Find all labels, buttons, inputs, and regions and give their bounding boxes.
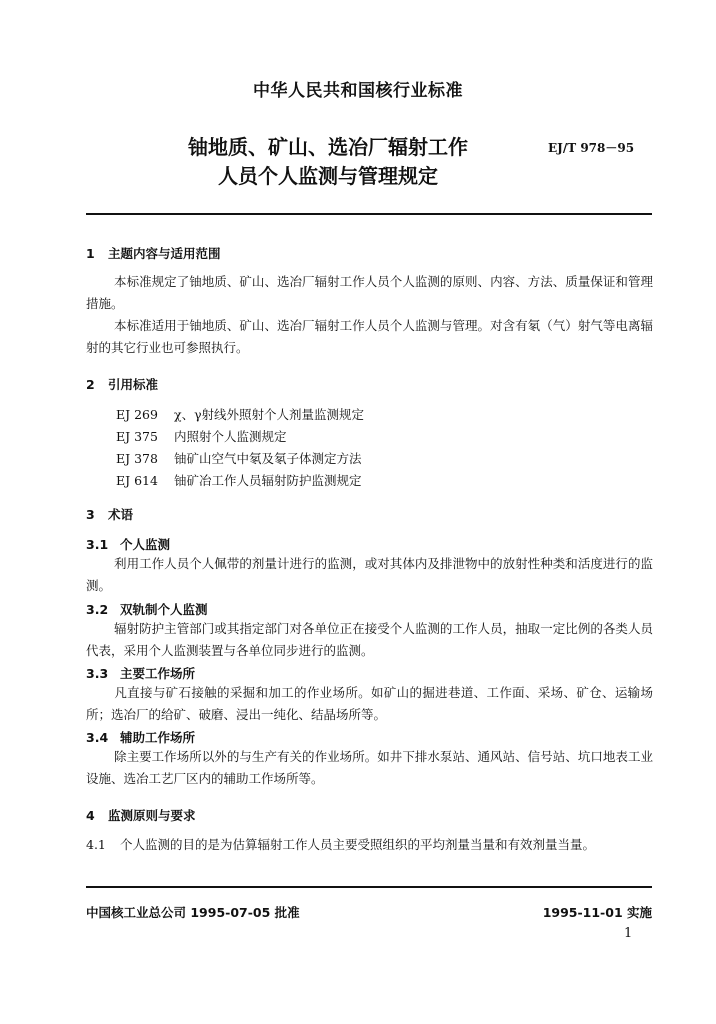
approval-statement: 中国核工业总公司 1995-07-05 批准 <box>86 905 300 920</box>
reference-title: 铀矿山空气中氡及氡子体测定方法 <box>174 451 362 466</box>
term-definition-text: 利用工作人员个人佩带的剂量计进行的监测，或对其体内及排泄物中的放射性种类和活度进行的监测。 <box>86 556 653 593</box>
section-1-number: 1 <box>86 246 95 261</box>
clause-number: 4.1 <box>86 837 106 852</box>
section-4-number: 4 <box>86 808 95 823</box>
reference-item <box>116 427 287 445</box>
term-number: 3.3 <box>86 666 109 681</box>
section-1-heading <box>86 244 221 262</box>
organization-header: 中华人民共和国核行业标准 <box>253 81 463 101</box>
reference-code: EJ 614 <box>116 473 158 488</box>
standard-code: EJ/T 978－95 <box>548 141 635 155</box>
reference-item <box>116 449 362 467</box>
effective-date: 1995-11-01 实施 <box>542 905 652 920</box>
reference-title: 铀矿冶工作人员辐射防护监测规定 <box>174 473 362 488</box>
term-3-1-heading <box>86 535 170 553</box>
term-3-2-definition <box>86 618 653 662</box>
reference-code: EJ 378 <box>116 451 158 466</box>
term-3-3-heading <box>86 664 195 682</box>
page-number: 1 <box>624 926 633 941</box>
term-title: 主要工作场所 <box>120 666 196 681</box>
footer-divider <box>86 886 652 888</box>
section-1-paragraph-2-text: 本标准适用于铀地质、矿山、选冶厂辐射工作人员个人监测与管理。对含有氡（气）射气等电离辐射的其它行业也可参照执行。 <box>86 318 653 355</box>
term-3-4-definition <box>86 746 653 790</box>
section-1-paragraph-2 <box>86 315 653 359</box>
term-title: 辅助工作场所 <box>120 730 196 745</box>
term-3-2-heading <box>86 600 208 618</box>
section-1-title: 主题内容与适用范围 <box>108 246 221 261</box>
section-3-heading <box>86 505 133 523</box>
clause-text: 个人监测的目的是为估算辐射工作人员主要受照组织的平均剂量当量和有效剂量当量。 <box>120 837 596 852</box>
term-title: 双轨制个人监测 <box>120 602 208 617</box>
term-number: 3.4 <box>86 730 109 745</box>
document-title-line-2: 人员个人监测与管理规定 <box>218 164 438 188</box>
term-definition-text: 凡直接与矿石接触的采掘和加工的作业场所。如矿山的掘进巷道、工作面、采场、矿仓、运输场所；选冶厂的给矿、破磨、浸出一纯化、结晶场所等。 <box>86 685 653 722</box>
section-3-number: 3 <box>86 507 95 522</box>
section-1-paragraph-1 <box>86 271 653 315</box>
clause-4-1 <box>86 834 653 856</box>
term-number: 3.2 <box>86 602 109 617</box>
term-definition-text: 除主要工作场所以外的与生产有关的作业场所。如井下排水泵站、通风站、信号站、坑口地表工业设施、选冶工艺厂区内的辅助工作场所等。 <box>86 749 653 786</box>
reference-item <box>116 405 364 423</box>
reference-item <box>116 471 362 489</box>
section-4-heading <box>86 806 196 824</box>
term-title: 个人监测 <box>120 537 171 552</box>
section-4-title: 监测原则与要求 <box>108 808 196 823</box>
document-title-line-1: 铀地质、矿山、选冶厂辐射工作 <box>188 135 468 159</box>
section-3-title: 术语 <box>108 507 134 522</box>
reference-title: χ、γ射线外照射个人剂量监测规定 <box>174 407 365 422</box>
section-1-paragraph-1-text: 本标准规定了铀地质、矿山、选冶厂辐射工作人员个人监测的原则、内容、方法、质量保证和管理措施。 <box>86 274 653 311</box>
term-3-4-heading <box>86 728 195 746</box>
header-divider <box>86 213 652 215</box>
term-3-3-definition <box>86 682 653 726</box>
term-definition-text: 辐射防护主管部门或其指定部门对各单位正在接受个人监测的工作人员，抽取一定比例的各类人员代表，采用个人监测装置与各单位同步进行的监测。 <box>86 621 653 658</box>
section-2-number: 2 <box>86 377 95 392</box>
reference-code: EJ 269 <box>116 407 158 422</box>
term-number: 3.1 <box>86 537 109 552</box>
reference-code: EJ 375 <box>116 429 158 444</box>
section-2-title: 引用标准 <box>108 377 159 392</box>
term-3-1-definition <box>86 553 653 597</box>
reference-title: 内照射个人监测规定 <box>174 429 287 444</box>
section-2-heading <box>86 375 158 393</box>
